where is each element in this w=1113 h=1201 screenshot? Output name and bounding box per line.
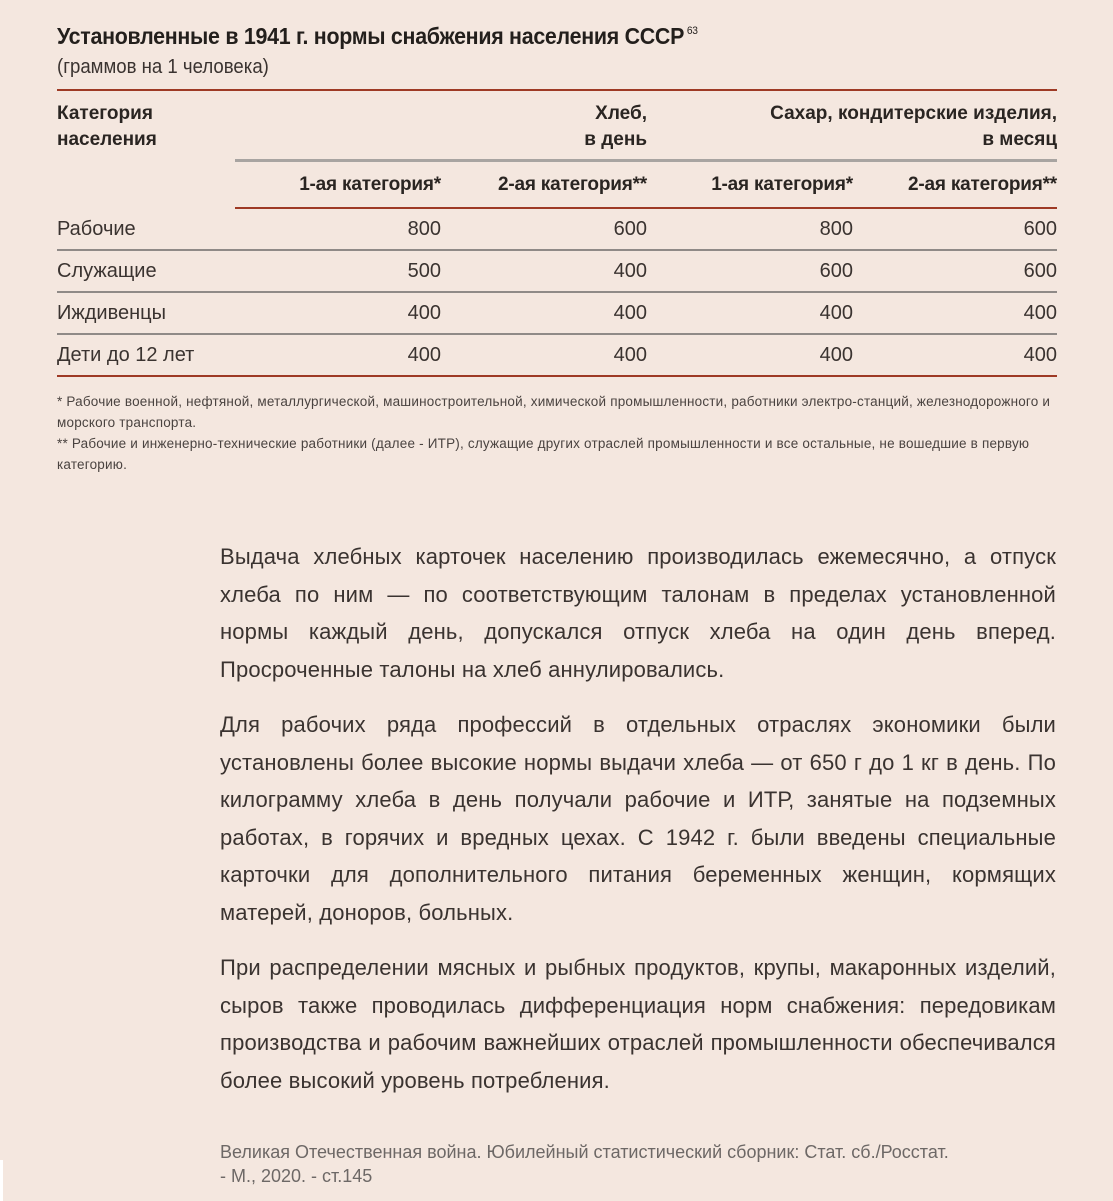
table-row <box>57 292 1057 334</box>
footnote-ref: 63 <box>686 25 698 37</box>
header-bread-line1: Хлеб, <box>595 103 647 124</box>
supply-norms-table-block <box>57 14 1057 475</box>
cell-value: 500 <box>235 250 441 292</box>
header-bread-cat2: 2-ая категория** <box>441 161 647 209</box>
cell-value: 600 <box>853 208 1057 250</box>
header-bread-line2: в день <box>584 129 647 150</box>
cell-value: 400 <box>647 334 853 376</box>
header-sugar-cat1: 1-ая категория* <box>647 161 853 209</box>
cell-value: 800 <box>647 208 853 250</box>
supply-norms-table <box>57 91 1057 377</box>
header-row-groups <box>57 91 1057 161</box>
header-sugar-line2: в месяц <box>982 129 1058 150</box>
table-title-text: Установленные в 1941 г. нормы снабжения населения СССР <box>57 23 685 49</box>
row-label: Служащие <box>57 250 235 292</box>
cell-value: 600 <box>441 208 647 250</box>
table-row <box>57 208 1057 250</box>
cell-value: 800 <box>235 208 441 250</box>
row-label: Иждивенцы <box>57 292 235 334</box>
row-label: Дети до 12 лет <box>57 334 235 376</box>
header-category-line1: Категория <box>57 103 153 124</box>
table-subtitle: (граммов на 1 человека) <box>57 56 269 78</box>
footnote-first-category: * Рабочие военной, нефтяной, металлургической, машиностроительной, химической промышленности, работники электро-станций, железнодорожного и морского транспорта. <box>57 394 1051 430</box>
cell-value: 400 <box>235 292 441 334</box>
header-sugar-cat2: 2-ая категория** <box>853 161 1057 209</box>
source-citation <box>220 1140 1050 1188</box>
row-label: Рабочие <box>57 208 235 250</box>
footnote-second-category: ** Рабочие и инженерно-технические работники (далее - ИТР), служащие других отраслей промышленности и все остальные, не вошедшие в первую категорию. <box>57 436 1030 472</box>
source-line2: - М., 2020. - ст.145 <box>220 1166 373 1186</box>
header-group-sugar <box>647 91 1057 161</box>
cell-value: 600 <box>647 250 853 292</box>
cell-value: 400 <box>441 334 647 376</box>
header-category <box>57 91 235 208</box>
cell-value: 400 <box>853 292 1057 334</box>
header-group-bread <box>235 91 647 161</box>
cell-value: 400 <box>441 292 647 334</box>
paragraph: Для рабочих ряда профессий в отдельных отраслях экономики были установлены более высокие нормы выдачи хлеба — от 650 г до 1 кг в день. По килограмму хлеба в день получали рабочие и ИТР, занятые на подземных работах, в горячих и вредных цехах. С 1942 г. были введены специальные карточки для дополнительного питания беременных женщин, кормящих матерей, доноров, больных. <box>220 712 1056 925</box>
table-footnotes <box>57 391 1057 475</box>
header-sugar-line1: Сахар, кондитерские изделия, <box>770 103 1058 124</box>
cell-value: 400 <box>235 334 441 376</box>
source-line1: Великая Отечественная война. Юбилейный статистический сборник: Стат. сб./Росстат. <box>220 1142 949 1162</box>
page-edge-strip <box>0 1160 3 1201</box>
table-row <box>57 334 1057 376</box>
table-row <box>57 250 1057 292</box>
cell-value: 400 <box>441 250 647 292</box>
cell-value: 400 <box>853 334 1057 376</box>
cell-value: 400 <box>647 292 853 334</box>
table-title <box>57 14 987 53</box>
article-body <box>220 538 1056 1117</box>
paragraph: Выдача хлебных карточек населению производилась ежемесячно, а отпуск хлеба по ним — по соответствующим талонам в пределах установленной нормы каждый день, допускался отпуск хлеба на один день вперед. Просроченные талоны на хлеб аннулировались. <box>220 544 1056 682</box>
paragraph: При распределении мясных и рыбных продуктов, крупы, макаронных изделий, сыров также проводилась дифференциация норм снабжения: передовикам производства и рабочим важнейших отраслей промышленности обеспечивался более высокий уровень потребления. <box>220 955 1056 1093</box>
cell-value: 600 <box>853 250 1057 292</box>
header-category-line2: населения <box>57 129 157 150</box>
header-bread-cat1: 1-ая категория* <box>235 161 441 209</box>
